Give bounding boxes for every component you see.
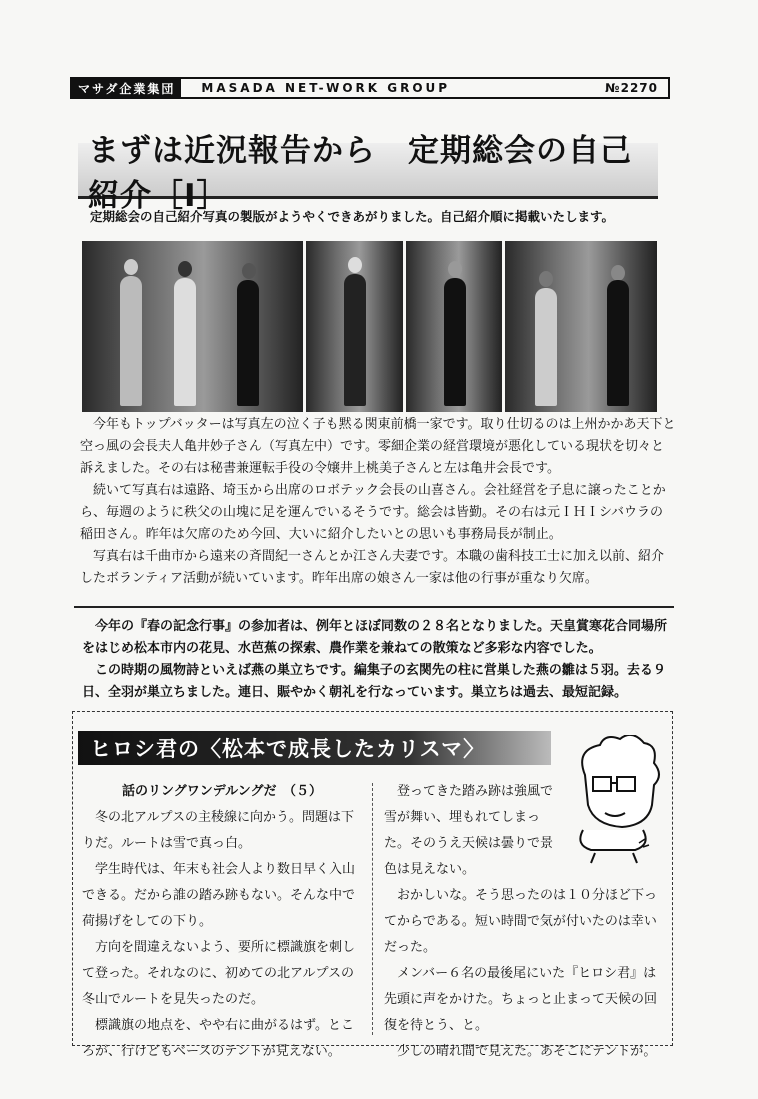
group-name-en: MASADA NET-WORK GROUP [201, 81, 451, 95]
column-paragraph: おかしいな。そう思ったのは１０分ほど下ってからである。短い時間で気が付いたのは幸いだった。 [384, 888, 658, 955]
news-section [82, 616, 678, 704]
column-paragraph: 冬の北アルプスの主稜線に向かう。問題は下りだ。ルートは雪で真っ白。 [82, 810, 354, 851]
article-paragraph: 写真右は千曲市から遠来の斉間紀一さんとか江さん夫妻です。本職の歯科技工士に加え以前、紹介したボランティア活動が続いています。昨年出席の娘さん一家は他の行事が重なり欠席。 [80, 549, 664, 586]
column-right [384, 779, 666, 1065]
photo-couple [505, 241, 657, 412]
column-paragraph: 方向を間違えないよう、要所に標識旗を刺して登った。それなのに、初めての北アルプスの冬山でルートを見失ったのだ。 [82, 940, 356, 1007]
photo-group-1 [82, 241, 303, 412]
column-banner: ヒロシ君の〈松本で成長したカリスマ〉 [78, 731, 551, 765]
page-title: まずは近況報告から 定期総会の自己紹介［Ⅰ］ [78, 143, 658, 199]
column-paragraph: 少しの晴れ間で見えた。あそこにテントが。 [397, 1044, 657, 1059]
masthead [70, 77, 670, 99]
group-name-jp: マサダ企業集団 [72, 79, 181, 97]
column-divider [372, 783, 373, 1035]
news-paragraph: この時期の風物詩といえば燕の巣立ちです。編集子の玄関先の柱に営巣した燕の雛は５羽。去る９日、全羽が巣立ちました。連日、賑やかく朝礼を行なっています。巣立ちは過去、最短記録。 [82, 663, 666, 700]
article-paragraph: 続いて写真右は遠路、埼玉から出席のロボテック会長の山喜さん。会社経営を子息に譲ったことから、毎週のように秩父の山塊に足を運んでいるそうです。総会は皆勤。その右は元ＩＨＩシバウラの稲田さん。昨年は欠席のため今回、大いに紹介したいとの思いも事務局長が制止。 [80, 483, 666, 542]
article-paragraph: 今年もトップバッターは写真左の泣く子も黙る関東前橋一家です。取り仕切るのは上州かかあ天下と空っ風の会長夫人亀井妙子さん（写真左中）です。零細企業の経営環境が悪化している現状を切々と訴えました。その右は秘書兼運転手役の令嬢井上桃美子さんと左は亀井会長です。 [80, 417, 676, 476]
column-left [82, 779, 362, 1065]
photo-person-2 [306, 241, 403, 412]
lead-text: 定期総会の自己紹介写真の製版がようやくできあがりました。自己紹介順に掲載いたします。 [90, 209, 615, 224]
column-paragraph: 学生時代は、年末も社会人より数日早く入山できる。だから誰の踏み跡もない。そんな中で荷揚げをしての下り。 [82, 862, 356, 929]
column-paragraph: メンバー６名の最後尾にいた『ヒロシ君』は先頭に声をかけた。ちょっと止まって天候の回復を待とう、と。 [384, 966, 658, 1033]
article-body [80, 414, 676, 590]
issue-number: №2270 [605, 81, 658, 95]
column-subtitle: 話のリングワンデルングだ （５） [122, 784, 323, 799]
column-paragraph: 標識旗の地点を、やや右に曲がるはず。ところが、行けどもベースのテントが見えない。 [82, 1018, 354, 1059]
news-paragraph: 今年の『春の記念行事』の参加者は、例年とほぼ同数の２８名となりました。天皇賞寒花合同場所をはじめ松本市内の花見、水芭蕉の探索、農作業を兼ねての散策など多彩な内容でした。 [82, 619, 668, 656]
photo-person-3 [406, 241, 502, 412]
photo-strip [0, 241, 758, 412]
column-paragraph: 登ってきた踏み跡は強風で雪が舞い、埋もれてしまった。そのうえ天候は曇りで景色は見えない。 [384, 784, 554, 877]
section-divider [74, 606, 674, 608]
